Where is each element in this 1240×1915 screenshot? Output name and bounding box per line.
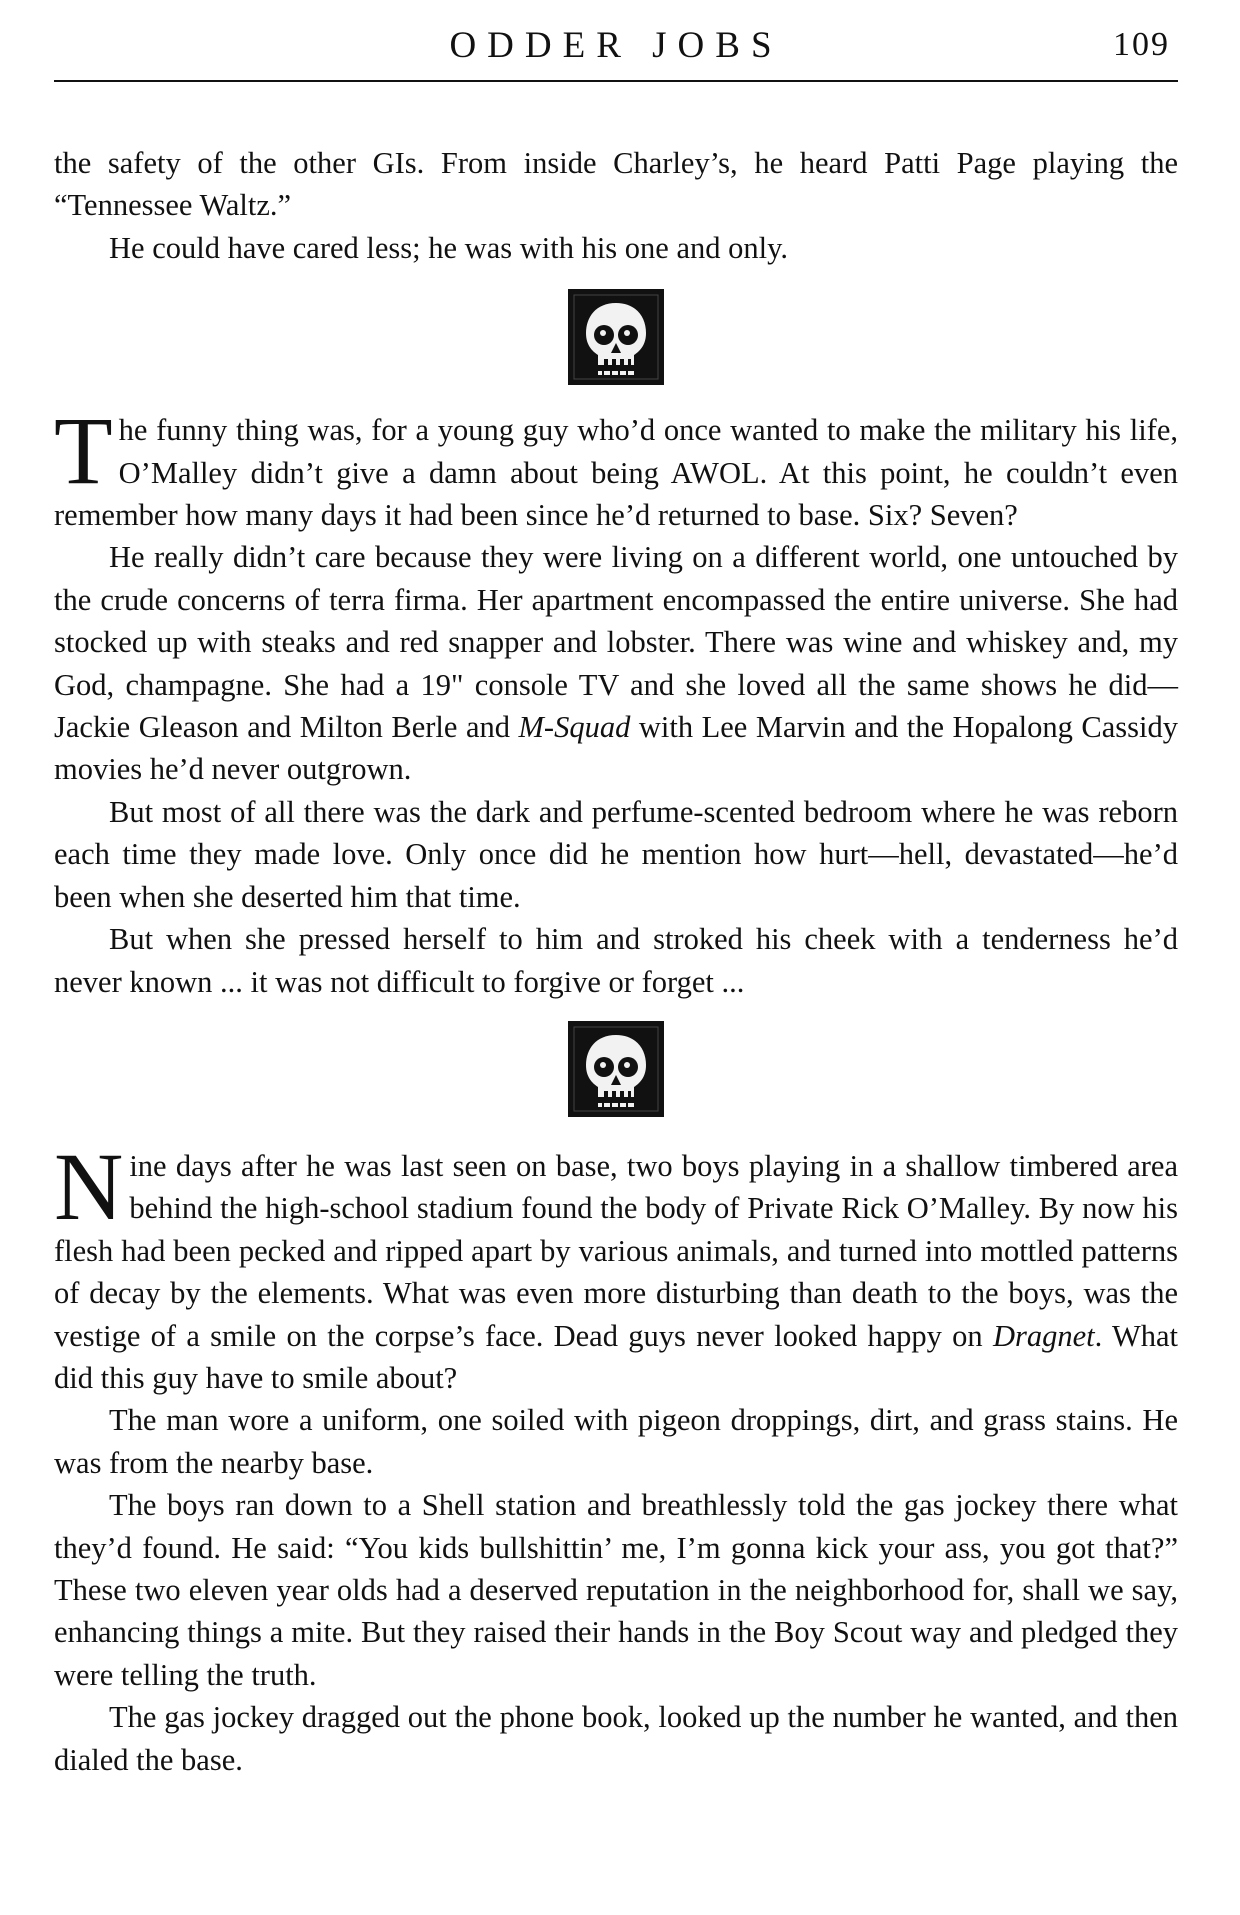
section-1 <box>54 142 1178 269</box>
header-rule <box>54 80 1178 82</box>
skull-icon <box>568 1021 664 1117</box>
drop-cap: T <box>54 397 113 505</box>
section-break <box>54 1021 1178 1117</box>
paragraph-text: with Lee Marvin and the Hopalong Cassidy movies he’d never outgrown. <box>54 710 1178 787</box>
paragraph-text: . What did this guy have to smile about? <box>54 1318 1179 1395</box>
drop-cap: N <box>54 1132 124 1240</box>
italic-title: Dragnet <box>992 1318 1095 1353</box>
italic-title: M-Squad <box>518 710 631 745</box>
paragraph: The boys ran down to a Shell station and breathlessly told the gas jockey there what they’d found. He said: “You kids bullshittin’ me, I’m gonna kick your ass, you got that?” These two eleven year olds had a deserved reputation in the neighborhood for, shall we say, enhancing things a mite. But they raised their hands in the Boy Scout way and pledged they were telling the truth. <box>54 1488 1178 1692</box>
running-header <box>54 0 1178 82</box>
paragraph: But most of all there was the dark and perfume-scented bedroom where he was reborn each time they made love. Only once did he mention how hurt—hell, devastated—he’d been when she deserted him that time. <box>54 794 1178 914</box>
paragraph <box>54 397 1178 536</box>
paragraph-text: ine days after he was last seen on base, two boys playing in a shallow timbered area behind the high-school stadium found the body of Private Rick O’Malley. By now his flesh had been pecked and ripped apart by various animals, and turned into mottled patterns of decay by the elements. What was even more disturbing than death to the boys, was the vestige of a smile on the corpse’s face. Dead guys never looked happy on <box>54 1148 1178 1353</box>
paragraph: He could have cared less; he was with his one and only. <box>109 230 788 265</box>
paragraph-text: he funny thing was, for a young guy who’d once wanted to make the military his life, O’Malley didn’t give a damn about being AWOL. At this point, he couldn’t even remember how many days it had been since he’d returned to base. Six? Seven? <box>54 413 1178 533</box>
paragraph: the safety of the other GIs. From inside Charley’s, he heard Patti Page playing the “Tennessee Waltz.” <box>54 146 1178 223</box>
paragraph-text: He really didn’t care because they were living on a different world, one untouched by the crude concerns of terra firma. Her apartment encompassed the entire universe. She had stocked up with steaks and red snapper and lobster. There was wine and whiskey and, my God, champagne. She had a 19" console TV and she loved all the same shows he did—Jackie Gleason and Milton Berle and <box>54 540 1178 745</box>
paragraph: The man wore a uniform, one soiled with pigeon droppings, dirt, and grass stains. He was from the nearby base. <box>54 1403 1178 1480</box>
book-page <box>54 0 1178 1781</box>
paragraph <box>54 1132 1179 1399</box>
section-break <box>54 289 1178 385</box>
skull-icon <box>568 289 664 385</box>
paragraph <box>54 536 1178 790</box>
page-number: 109 <box>1113 26 1170 63</box>
running-title: ODDER JOBS <box>449 25 783 66</box>
section-3 <box>54 1132 1179 1781</box>
paragraph: The gas jockey dragged out the phone book, looked up the number he wanted, and then dialed the base. <box>54 1700 1178 1777</box>
section-2 <box>54 397 1178 1003</box>
paragraph: But when she pressed herself to him and stroked his cheek with a tenderness he’d never known ... it was not difficult to forgive or forget ... <box>54 922 1178 999</box>
